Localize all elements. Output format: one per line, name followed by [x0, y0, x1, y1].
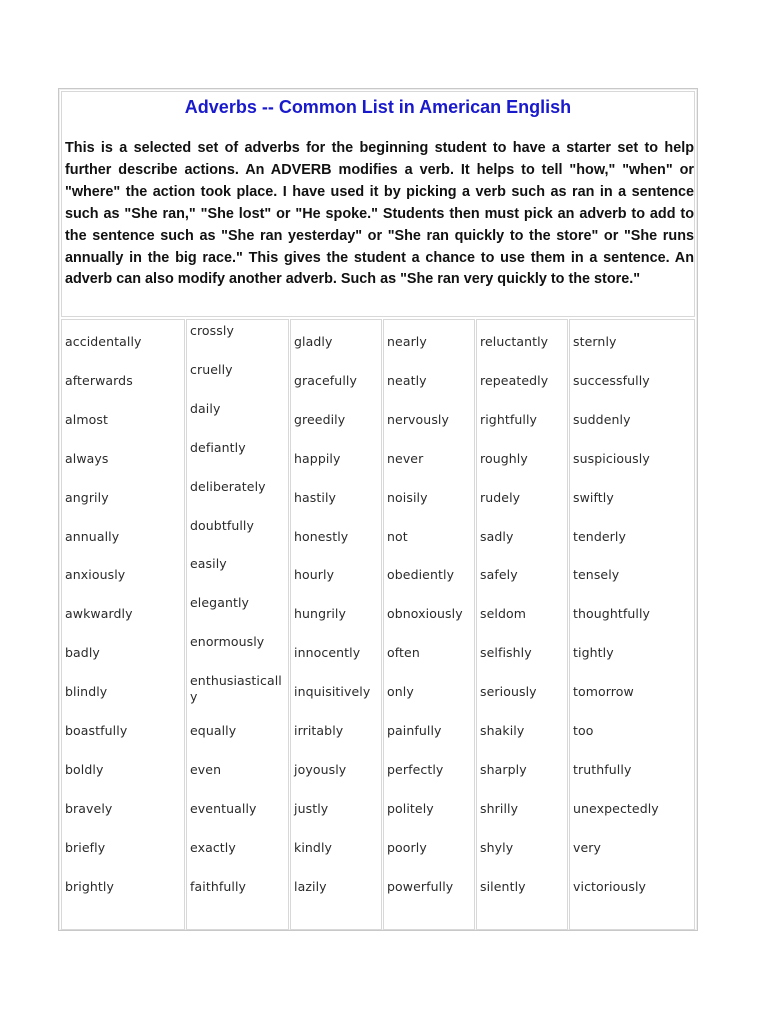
- adverb-word: enormously: [190, 634, 265, 650]
- adverb-word: angrily: [65, 489, 109, 505]
- adverb-word: hourly: [294, 567, 335, 583]
- adverb-word: blindly: [65, 684, 108, 700]
- adverb-word: greedily: [294, 411, 346, 427]
- adverb-word: always: [65, 450, 109, 466]
- adverb-word: accidentally: [65, 334, 142, 349]
- adverb-word: sadly: [480, 528, 514, 544]
- adverb-word: rightfully: [480, 411, 538, 427]
- adverb-column: [290, 319, 382, 930]
- adverb-word: thoughtfully: [573, 606, 651, 622]
- adverb-word: exactly: [190, 839, 236, 855]
- adverb-word: gracefully: [294, 372, 357, 388]
- adverb-word: annually: [65, 528, 120, 544]
- adverb-word: easily: [190, 556, 227, 572]
- adverb-word: doubtfully: [190, 517, 255, 533]
- adverb-word: defiantly: [190, 439, 246, 455]
- adverb-word: painfully: [387, 723, 442, 738]
- adverb-word: seldom: [480, 606, 527, 622]
- adverb-word: even: [190, 761, 222, 777]
- adverb-word: neatly: [387, 372, 427, 388]
- adverb-word: shyly: [480, 839, 514, 855]
- adverb-word: sharply: [480, 761, 527, 777]
- adverb-word: noisily: [387, 489, 428, 505]
- adverb-word: not: [387, 528, 408, 544]
- adverb-word: victoriously: [573, 878, 647, 894]
- adverb-word: nervously: [387, 411, 450, 427]
- adverb-word: selfishly: [480, 645, 532, 661]
- adverb-word: obnoxiously: [387, 606, 463, 622]
- adverb-table: [58, 88, 698, 931]
- adverb-word: awkwardly: [65, 606, 133, 622]
- header-cell: [61, 91, 695, 317]
- adverb-word: powerfully: [387, 878, 454, 894]
- adverb-word: unexpectedly: [573, 800, 659, 816]
- adverb-word: boldly: [65, 761, 104, 777]
- adverb-word: enthusiastically: [190, 673, 282, 705]
- adverb-word: cruelly: [190, 361, 233, 377]
- adverb-word: briefly: [65, 839, 106, 855]
- adverb-word: often: [387, 645, 420, 661]
- adverb-word: kindly: [294, 839, 333, 855]
- page-title: Adverbs -- Common List in American English: [184, 97, 572, 117]
- adverb-word: very: [573, 839, 602, 855]
- adverb-word: honestly: [294, 528, 349, 544]
- adverb-word: brightly: [65, 878, 114, 894]
- adverb-word: daily: [190, 400, 221, 416]
- adverb-word: shrilly: [480, 800, 519, 816]
- adverb-word: bravely: [65, 800, 113, 816]
- adverb-column: [569, 319, 695, 930]
- adverb-column: [383, 319, 475, 930]
- adverb-word: crossly: [190, 323, 234, 338]
- adverb-word: reluctantly: [480, 334, 549, 349]
- adverb-word: deliberately: [190, 478, 266, 494]
- adverb-word: swiftly: [573, 489, 614, 505]
- adverb-word: truthfully: [573, 761, 632, 777]
- adverb-word: eventually: [190, 800, 257, 816]
- adverb-word: roughly: [480, 450, 528, 466]
- adverb-word: innocently: [294, 645, 361, 661]
- adverb-word: justly: [294, 800, 329, 816]
- adverb-word: tightly: [573, 645, 614, 661]
- adverb-word: irritably: [294, 723, 344, 738]
- adverb-word: nearly: [387, 334, 427, 349]
- adverb-word: gladly: [294, 334, 333, 349]
- adverb-word: sternly: [573, 334, 617, 349]
- adverb-word: obediently: [387, 567, 455, 583]
- adverb-word: suddenly: [573, 411, 631, 427]
- adverb-word: badly: [65, 645, 100, 661]
- adverb-word: faithfully: [190, 878, 247, 894]
- adverb-column: [61, 319, 185, 930]
- adverb-word: repeatedly: [480, 372, 549, 388]
- adverb-word: suspiciously: [573, 450, 650, 466]
- intro-paragraph: This is a selected set of adverbs for the beginning student to have a starter set to help further describe actions. An ADVERB modifies a verb. It helps to tell "how," "when" or "where" the action took place. I have used it by picking a verb such as ran in a sentence such as "She ran," "She lost" or "He spoke." Students then must pick an adverb to add to the sentence such as "She ran yesterday" or "She ran quickly to the store" or "She runs annually in the big race." This gives the student a chance to use them in a sentence. An adverb can also modify another adverb. Such as "She ran very quickly to the store.": [65, 140, 694, 288]
- adverb-word: equally: [190, 723, 237, 738]
- adverb-word: too: [573, 723, 594, 738]
- adverb-word: shakily: [480, 723, 525, 738]
- adverb-word: boastfully: [65, 723, 128, 738]
- adverb-word: poorly: [387, 839, 427, 855]
- adverb-word: perfectly: [387, 761, 444, 777]
- adverb-word: safely: [480, 567, 518, 583]
- adverb-word: lazily: [294, 878, 327, 894]
- adverb-word: tenderly: [573, 528, 626, 544]
- adverb-word: silently: [480, 878, 526, 894]
- adverb-column: [476, 319, 568, 930]
- adverb-word: elegantly: [190, 595, 250, 611]
- adverb-word: hastily: [294, 489, 337, 505]
- adverb-word: afterwards: [65, 372, 133, 388]
- adverb-word: seriously: [480, 684, 537, 700]
- adverb-word: tensely: [573, 567, 620, 583]
- adverb-word: joyously: [294, 761, 347, 777]
- adverb-word: successfully: [573, 372, 650, 388]
- adverb-word: anxiously: [65, 567, 126, 583]
- adverb-word: almost: [65, 411, 108, 427]
- adverb-word: politely: [387, 800, 434, 816]
- adverb-column: [186, 319, 289, 930]
- adverb-word: inquisitively: [294, 684, 371, 700]
- adverb-word: hungrily: [294, 606, 346, 622]
- adverb-word: happily: [294, 450, 341, 466]
- adverb-word: only: [387, 684, 414, 700]
- adverb-word: tomorrow: [573, 684, 634, 700]
- adverb-word: never: [387, 450, 424, 466]
- adverb-word: rudely: [480, 489, 521, 505]
